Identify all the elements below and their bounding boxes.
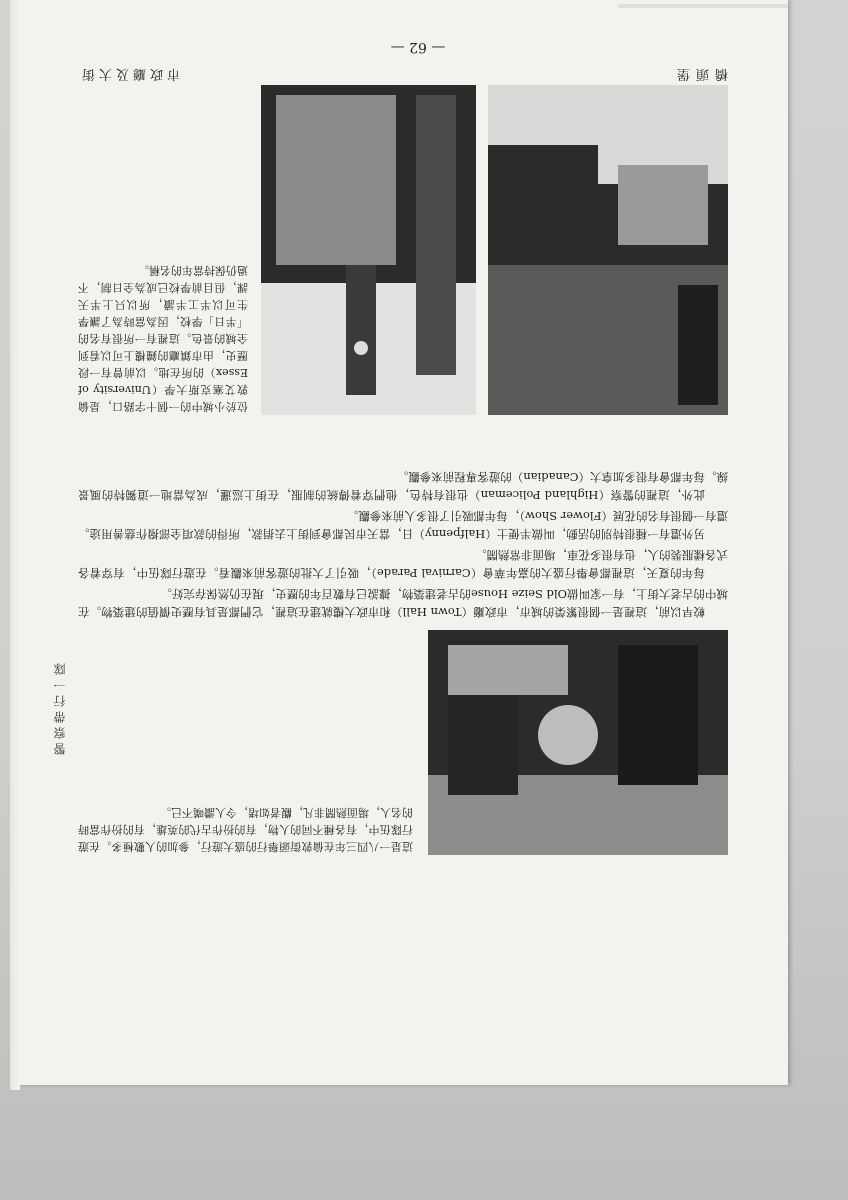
header-right: 市政廳及大街: [78, 66, 181, 81]
paragraph: 每年的夏天，這裡都會舉行盛大的嘉年華會（Carnival Parade），吸引了大批的遊客前來觀看。在遊行隊伍中，有穿着各式各樣服裝的人，也有很多花車，場面非常熱鬧。: [78, 548, 728, 580]
side-label: 警察帶行一隊: [53, 659, 67, 755]
rotated-content: [18, 0, 788, 1085]
page-number: — 62 —: [390, 39, 446, 55]
town-hall-photo: [261, 85, 476, 415]
paragraph: 另外還有一種很特別的活動，叫做半便士（Halfpenny）日，當天市民都會到街上去捐款，所得的款項全部撥作慈善用途。還有一個很有名的花展（Flower Show），每年都吸引了很多人前來參觀。: [78, 509, 728, 541]
body-text: [78, 420, 728, 620]
caption-clock-tower: 位於小城中的一個十字路口，是倫敦艾塞克斯大學（University of Essex）的所在地。以前曾有一段歷史，由市鎮廳的鐘樓上可以看到全城的景色。這裡有一所很有名的「半日」學校，因為當時為了讓學生可以半工半讀，所以只上半天課，但目前學校已成為全日制，不過仍保持當年的名稱。: [78, 264, 248, 413]
header-left: 橋頭堡: [670, 66, 728, 81]
carnival-photo: [428, 630, 728, 855]
paragraph: 較早以前，這裡是一個很繁榮的城市，市政廳（Town Hall）和市政大樓就建在這裡，它們都是具有歷史價值的建築物。在城中的古老大街上，有一家叫做Old Seize House的古老建築物，據說已有數百年的歷史，現在仍然保存完好。: [78, 587, 728, 619]
caption-carnival: 這是一八四三年在倫敦街頭舉行的盛大遊行，參加的人數極多。在遊行隊伍中，有各種不同的人物，有的扮作古代的英雄，有的扮作當時的名人，場面熱鬧非凡，觀者如堵，令人讚嘆不已。: [78, 806, 413, 853]
high-street-photo: [488, 85, 728, 415]
book-page: [18, 0, 788, 1085]
paragraph: 此外，這裡的警察（Highland Policeman）也很有特色，他們穿着傳統的制服，在街上巡邏，成為當地一道獨特的風景線。每年都會有很多加拿大（Canadian）的遊客專程前來參觀。: [78, 470, 728, 502]
